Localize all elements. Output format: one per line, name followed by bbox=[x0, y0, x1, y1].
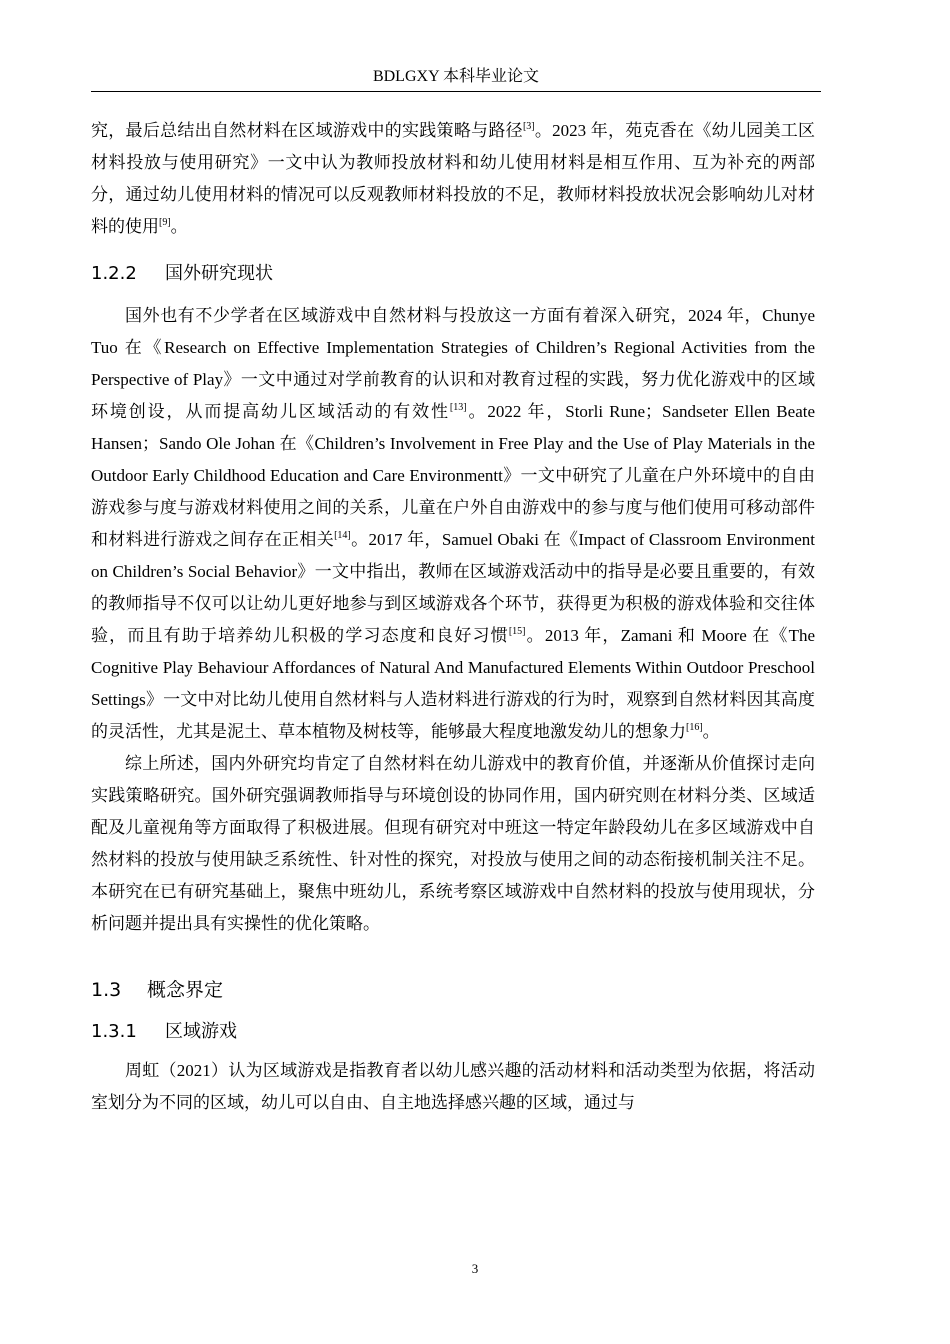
document-body bbox=[91, 115, 815, 1119]
citation: [14] bbox=[334, 530, 351, 541]
section-heading-1-3-1: 1.3.1 区域游戏 bbox=[91, 1021, 237, 1042]
section-heading-1-2-2: 1.2.2 国外研究现状 bbox=[91, 263, 273, 284]
paragraph-foreign-research: 国外也有不少学者在区域游戏中自然材料与投放这一方面有着深入研究，2024 年，Chunye Tuo 在《Research on Effective Implementation Strategies of Children’s Regional Activities from the Perspective of Play》一文中通过对学前教育的认识和对教育过程的实践，努力优化游戏中的区域环境创设，从而提高幼儿区域活动的有效性[13]。2022 年，Storli Rune；Sandseter Ellen Beate Hansen；Sando Ole Johan 在《Children’s Involvement in Free Play and the Use of Play Materials in the Outdoor Early Childhood Education and Care Environmentt》一文中研究了儿童在户外环境中的自由游戏参与度与游戏材料使用之间的关系，儿童在户外自由游戏中的参与度与他们使用可移动部件和材料进行游戏之间存在正相关[14]。2017 年，Samuel Obaki 在《Impact of Classroom Environment on Children’s Social Behavior》一文中指出，教师在区域游戏活动中的指导是必要且重要的，有效的教师指导不仅可以让幼儿更好地参与到区域游戏各个环节，获得更为积极的游戏体验和交往体验，而且有助于培养幼儿积极的学习态度和良好习惯[15]。2013 年，Zamani 和 Moore 在《The Cognitive Play Behaviour Affordances of Natural And Manufactured Elements Within Outdoor Preschool Settings》一文中对比幼儿使用自然材料与人造材料进行游戏的行为时，观察到自然材料因其高度的灵活性，尤其是泥土、草本植物及树枝等，能够最大程度地激发幼儿的想象力[16]。 bbox=[91, 306, 816, 741]
citation: [16] bbox=[686, 722, 703, 733]
page-number: 3 bbox=[471, 1261, 479, 1276]
citation: [13] bbox=[449, 402, 467, 413]
paragraph-domestic-research-end: 究，最后总结出自然材料在区域游戏中的实践策略与路径[3]。2023 年，苑克香在《幼儿园美工区材料投放与使用研究》一文中认为教师投放材料和幼儿使用材料是相互作用、互为补充的两部分，通过幼儿使用材料的情况可以反观教师材料投放的不足，教师材料投放状况会影响幼儿对材料的使用[9]。 bbox=[91, 121, 816, 236]
running-header: BDLGXY 本科毕业论文 bbox=[372, 68, 540, 85]
citation: [3] bbox=[522, 121, 535, 132]
header-rule bbox=[91, 91, 821, 92]
citation: [9] bbox=[159, 217, 171, 228]
paragraph-summary: 综上所述，国内外研究均肯定了自然材料在幼儿游戏中的教育价值，并逐渐从价值探讨走向实践策略研究。国外研究强调教师指导与环境创设的协同作用，国内研究则在材料分类、区域适配及儿童视角等方面取得了积极进展。但现有研究对中班这一特定年龄段幼儿在多区域游戏中自然材料的投放与使用缺乏系统性、针对性的探究，对投放与使用之间的动态衔接机制关注不足。本研究在已有研究基础上，聚焦中班幼儿，系统考察区域游戏中自然材料的投放与使用现状，分析问题并提出具有实操性的优化策略。 bbox=[91, 754, 815, 933]
citation: [15] bbox=[508, 626, 526, 637]
paragraph-regional-game-definition: 周虹（2021）认为区域游戏是指教育者以幼儿感兴趣的活动材料和活动类型为依据，将活动室划分为不同的区域，幼儿可以自由、自主地选择感兴趣的区域，通过与 bbox=[91, 1061, 815, 1112]
section-heading-1-3: 1.3 概念界定 bbox=[91, 979, 224, 1001]
